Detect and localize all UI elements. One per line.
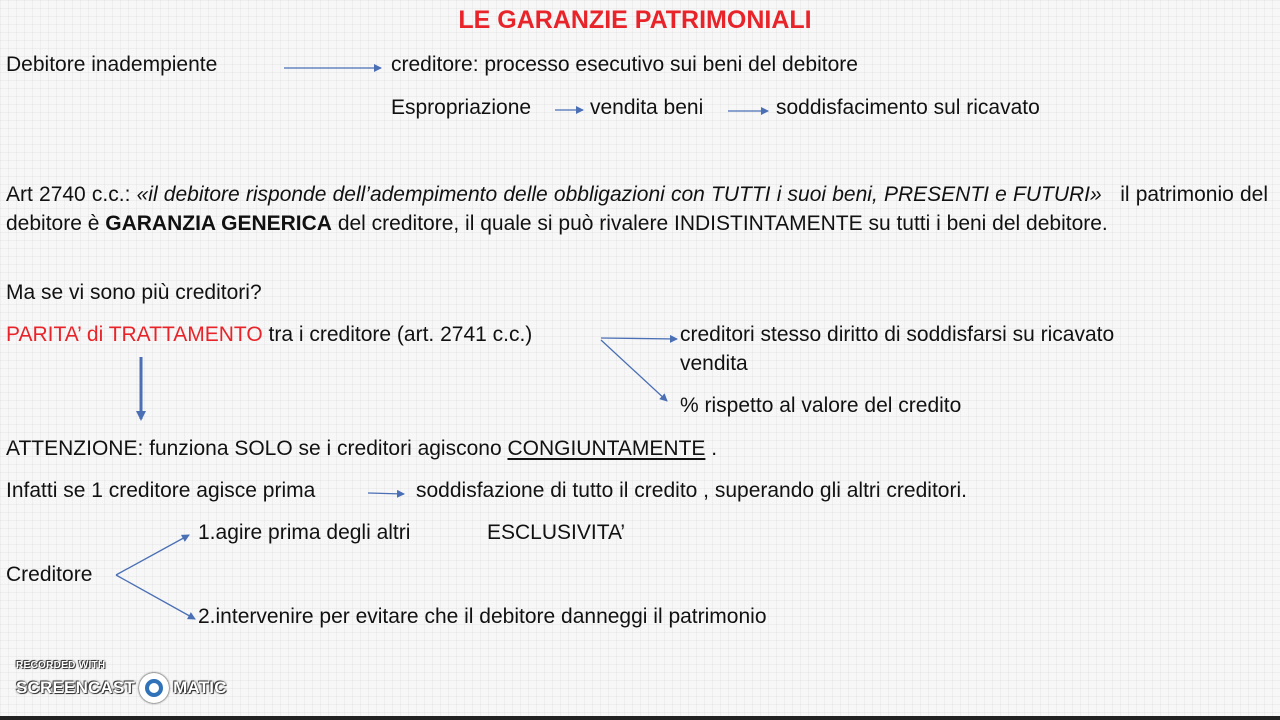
branch-percent-credito: % rispetto al valore del credito [680,394,962,417]
arrow-parita-to-percent [601,340,667,401]
arrow-creditore-to-option1 [116,535,189,575]
page-title: LE GARANZIE PATRIMONIALI [458,6,812,34]
branch-creditori-stesso-diritto: creditori stesso diritto di soddisfarsi su ricavato [680,323,1115,346]
watermark-screencast: SCREENCAST [16,678,136,697]
screencast-watermark [16,660,227,703]
question-text: Ma se vi sono più creditori? [6,281,262,304]
creditore-label: Creditore [6,563,93,586]
attenzione-suffix: . [705,437,718,460]
creditore-processo-label: creditore: processo esecutivo sui beni del debitore [391,53,858,76]
art-2740-mid2: del creditore, il quale si può rivalere INDISTINTAMENTE su tutti i beni del debitore. [331,212,1108,235]
branch-vendita: vendita [680,352,748,375]
option-agire-prima: 1.agire prima degli altri [198,521,411,544]
infatti-label: Infatti se 1 creditore agisce prima [6,479,316,502]
vendita-beni-label: vendita beni [590,96,704,119]
arrow-parita-to-stesso-diritto [601,338,677,339]
arrow-creditore-to-option2 [116,575,195,619]
attenzione-prefix: ATTENZIONE: funziona SOLO se i creditori agiscono [6,437,508,460]
garanzia-generica-text: GARANZIA GENERICA [105,212,332,235]
debitore-inadempiente-label: Debitore inadempiente [6,53,218,76]
arrow-infatti-to-soddisfazione [368,493,404,494]
esclusivita-tag: ESCLUSIVITA’ [487,521,626,544]
art-2740-prefix: Art 2740 c.c.: [6,183,137,206]
screencast-logo-icon [139,673,169,703]
congiuntamente-underlined: CONGIUNTAMENTE [507,437,706,460]
parita-rest: tra i creditore (art. 2741 c.c.) [268,323,533,346]
art-2740-mid1: il patrimonio del debitore è [6,183,1268,235]
bottom-border [0,716,1280,720]
art-2740-quote: «il debitore risponde dell’adempimento delle obbligazioni con TUTTI i suoi beni, PRESENTI e FUTURI» [136,183,1102,206]
parita-heading: PARITA’ di TRATTAMENTO [6,323,263,346]
watermark-recorded-with: RECORDED WITH [16,660,106,671]
espropriazione-label: Espropriazione [391,96,532,119]
watermark-matic: MATIC [173,678,227,697]
soddisfacimento-label: soddisfacimento sul ricavato [776,96,1040,119]
soddisfazione-label: soddisfazione di tutto il credito , superando gli altri creditori. [416,479,967,502]
option-intervenire: 2.intervenire per evitare che il debitore danneggi il patrimonio [198,605,767,628]
